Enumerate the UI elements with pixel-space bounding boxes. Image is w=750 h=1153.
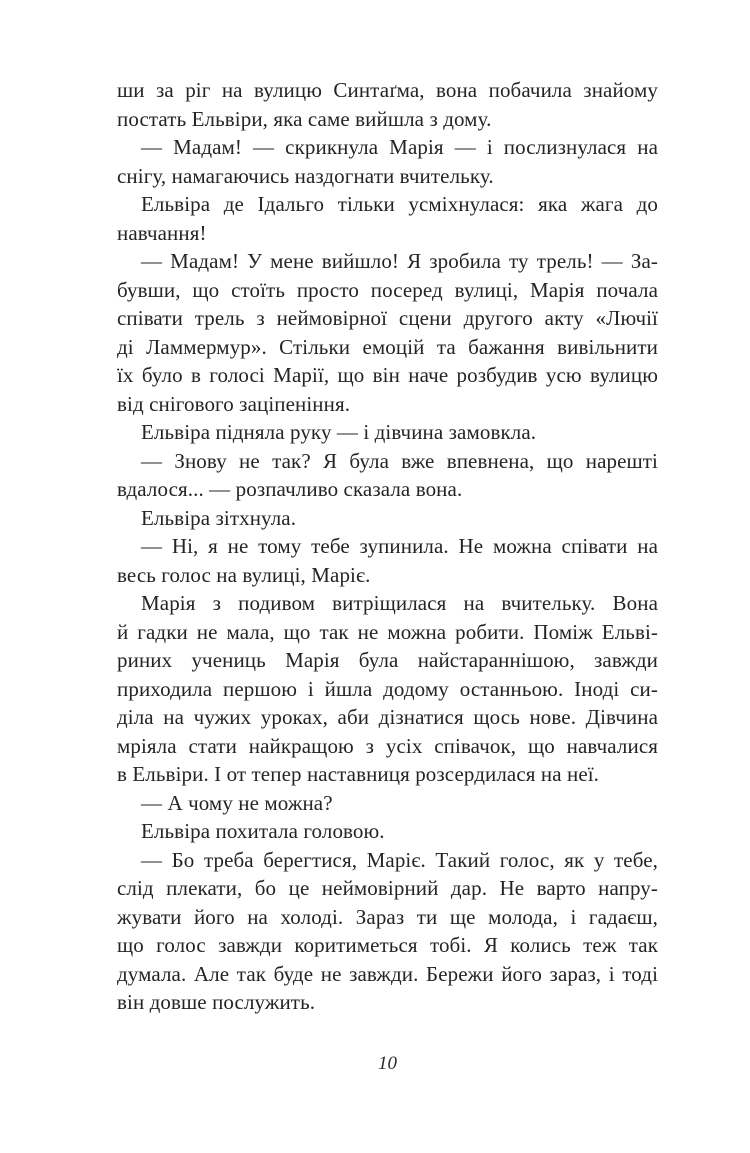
text-line: в Ельвіри. І от тепер наставниця розсердилася на неї. — [117, 762, 600, 786]
text-line: слід плекати, бо це неймовірний дар. Не варто напру- — [117, 876, 658, 900]
text-line: Марія з подивом витріщилася на вчительку. Вона — [141, 591, 658, 615]
page-number: 10 — [378, 1053, 397, 1074]
text-line: діла на чужих уроках, аби дізнатися щось нове. Дівчина — [117, 705, 658, 729]
text-line: Ельвіра зітхнула. — [141, 505, 297, 530]
text-line: Ельвіра похитала головою. — [141, 819, 385, 843]
text-line: — Бо треба берегтися, Маріє. Такий голос, як у тебе, — [141, 847, 658, 872]
text-line: й гадки не мала, що так не можна робити. Поміж Ельві- — [117, 619, 658, 644]
text-line: мріяла стати найкращою з усіх співачок, що навчалися — [117, 733, 658, 758]
text-line: — Мадам! — скрикнула Марія — і послизнулася на — [141, 135, 658, 159]
text-line: снігу, намагаючись наздогнати вчительку. — [117, 163, 494, 188]
text-line: від снігового заціпеніння. — [117, 391, 351, 416]
text-line: жувати його на холоді. Зараз ти ще молода, і гадаєш, — [117, 904, 658, 929]
text-line: бувши, що стоїть просто посеред вулиці, Марія почала — [117, 277, 658, 302]
text-line: думала. Але так буде не завжди. Бережи його зараз, і тоді — [117, 961, 658, 986]
text-line: риних учениць Марія була найстараннішою, завжди — [117, 648, 658, 672]
text-line: співати трель з неймовірної сцени другого акту «Лючії — [117, 306, 658, 330]
text-line: — Мадам! У мене вийшло! Я зробила ту трель! — За- — [141, 249, 658, 273]
text-line: — Знову не так? Я була вже впевнена, що нарешті — [141, 448, 658, 473]
text-line: він довше послужить. — [117, 990, 316, 1014]
text-line: навчання! — [117, 220, 207, 245]
text-block — [117, 76, 658, 1017]
text-line: їх було в голосі Марії, що він наче розбудив усю вулицю — [117, 363, 658, 387]
text-line: постать Ельвіри, яка саме вийшла з дому. — [117, 106, 492, 131]
text-line: приходила першою і йшла додому останньою. Іноді си- — [117, 676, 658, 701]
text-line: ді Ламмермур». Стільки емоцій та бажання вивільнити — [117, 334, 658, 359]
text-line: що голос завжди коритиметься тобі. Я колись теж так — [117, 933, 658, 957]
text-line: Ельвіра де Ідальго тільки усміхнулася: яка жага до — [141, 192, 658, 216]
text-line: весь голос на вулиці, Маріє. — [117, 562, 371, 587]
text-line: — А чому не можна? — [141, 790, 333, 815]
text-line: ши за ріг на вулицю Синтаґма, вона побачила знайому — [117, 78, 658, 102]
text-line: вдалося... — розпачливо сказала вона. — [117, 477, 463, 501]
text-line: — Ні, я не тому тебе зупинила. Не можна співати на — [141, 534, 658, 558]
text-line: Ельвіра підняла руку — і дівчина замовкла. — [141, 420, 537, 444]
